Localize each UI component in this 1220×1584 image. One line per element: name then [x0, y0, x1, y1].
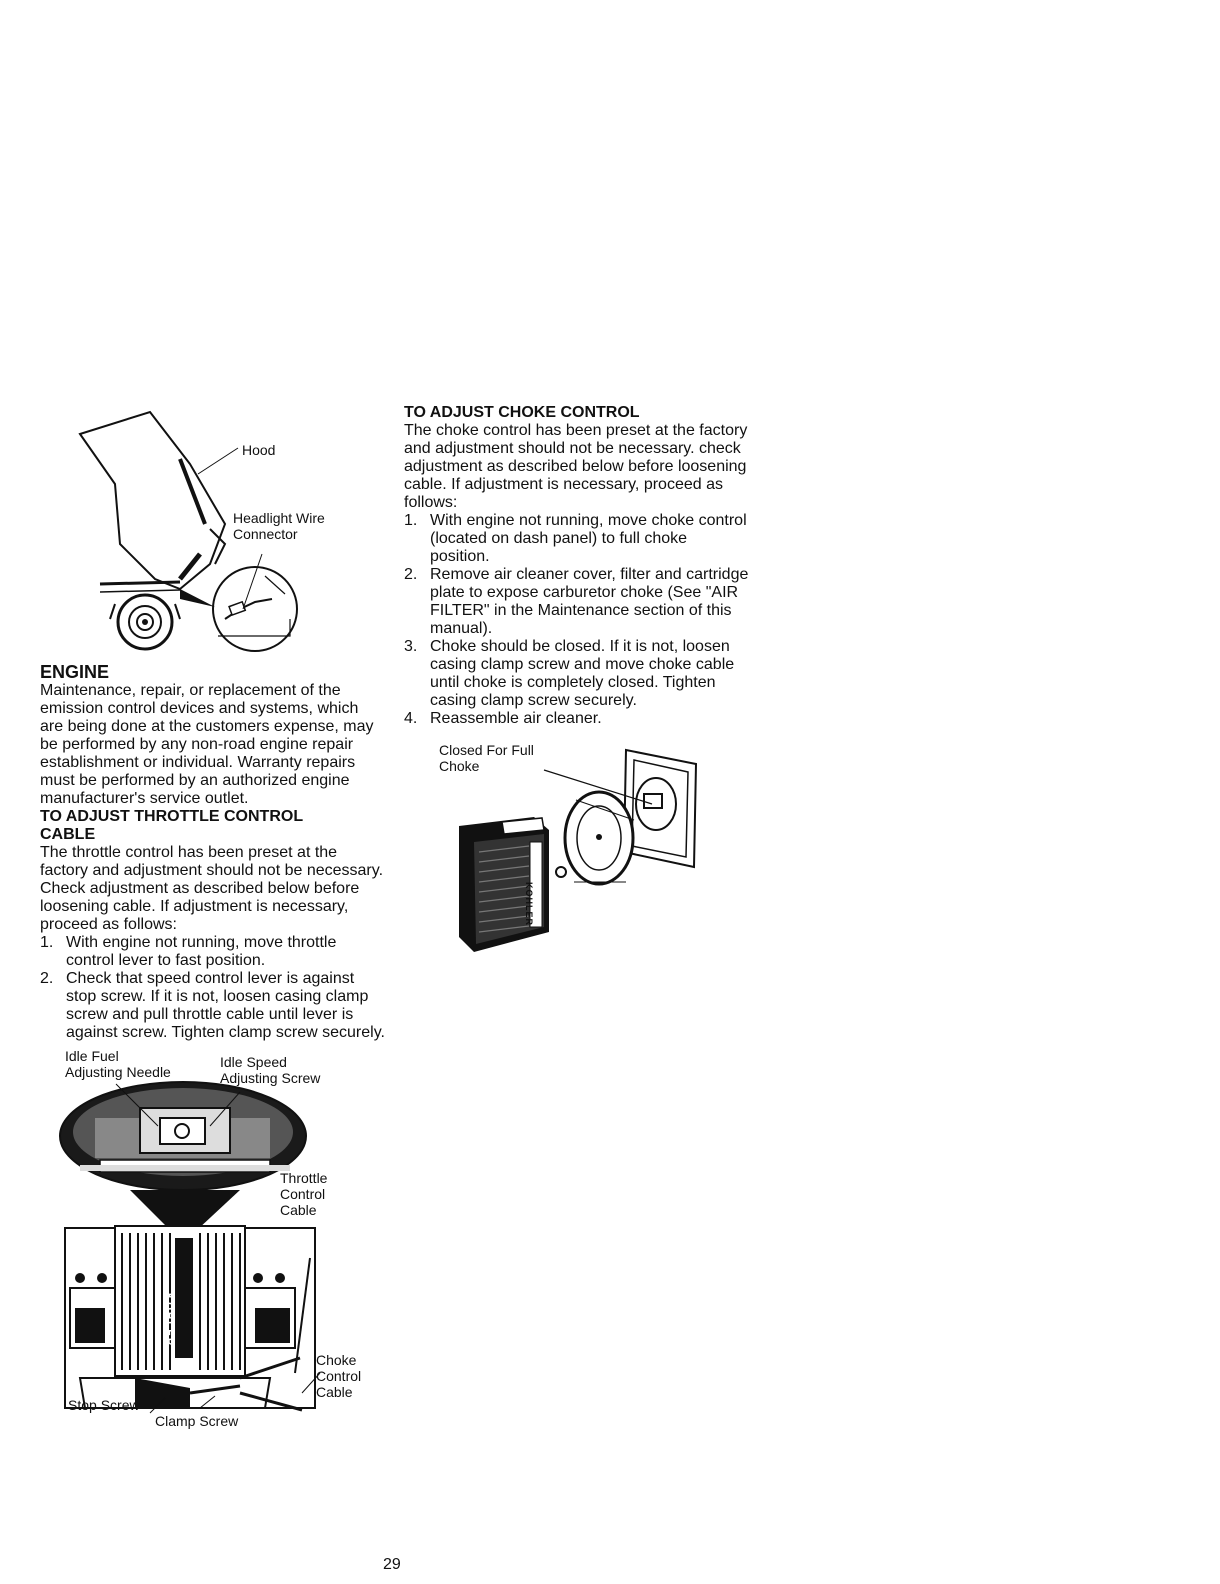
choke-steps: [404, 512, 749, 728]
step-number: 3.: [404, 638, 418, 655]
throttle-heading: TO ADJUST THROTTLE CONTROL CABLE: [40, 808, 303, 843]
step-number: 2.: [40, 970, 54, 987]
air-cleaner-figure: [404, 742, 749, 992]
throttle-cable-label: Throttle Control Cable: [280, 1170, 328, 1218]
hood-figure: [40, 404, 385, 654]
closed-for-full-choke-label: Closed For Full Choke: [439, 742, 534, 774]
choke-cable-label: Choke Control Cable: [316, 1352, 362, 1400]
list-item: [404, 710, 749, 728]
hood-illustration: [40, 404, 385, 654]
throttle-steps: [40, 934, 385, 1042]
engine-body: Maintenance, repair, or replacement of the emission control devices and systems, which are being done at the customers expense, may be performed by any non-road engine repair establishment or individual. Warranty repairs must be performed by an authorized engine manufacturer's service outlet.: [40, 682, 374, 807]
right-column: [404, 404, 749, 992]
step-text: With engine not running, move choke control (located on dash panel) to full choke position.: [430, 512, 747, 565]
list-item: [40, 934, 385, 970]
headlight-connector-label: Headlight Wire Connector: [233, 510, 325, 542]
throttle-intro: The throttle control has been preset at the factory and adjustment should not be necessary. Check adjustment as described below before loosening cable. If adjustment is necessary, proceed as follows:: [40, 844, 384, 933]
step-text: Reassemble air cleaner.: [430, 710, 602, 727]
list-item: [404, 638, 749, 710]
hood-label: Hood: [242, 442, 276, 458]
list-item: [404, 512, 749, 566]
engine-section: [40, 662, 385, 808]
clamp-screw-label: Clamp Screw: [155, 1413, 239, 1429]
list-item: [404, 566, 749, 638]
step-text: With engine not running, move throttle control lever to fast position.: [66, 934, 337, 969]
throttle-section: [40, 808, 385, 1042]
page-number: 29: [383, 1556, 401, 1573]
air-cleaner-brand-text: KOHLER: [524, 882, 534, 926]
left-column: [40, 404, 385, 1430]
idle-fuel-label: Idle Fuel Adjusting Needle: [65, 1048, 171, 1080]
step-number: 2.: [404, 566, 418, 583]
choke-intro: The choke control has been preset at the factory and adjustment should not be necessary. check adjustment as described below before loosening cable. If adjustment is necessary, proceed as follows:: [404, 422, 748, 511]
stop-screw-label: Stop Screw: [68, 1397, 140, 1413]
carburetor-figure: [40, 1048, 385, 1430]
list-item: [40, 970, 385, 1042]
step-text: Remove air cleaner cover, filter and cartridge plate to expose carburetor choke (See "AIR FILTER" in the Maintenance section of this manual).: [430, 566, 749, 637]
engine-brand-text: KOHLER: [163, 1293, 174, 1348]
idle-speed-label: Idle Speed Adjusting Screw: [220, 1054, 321, 1086]
air-cleaner-illustration: [404, 742, 749, 992]
step-text: Check that speed control lever is against stop screw. If it is not, loosen casing clamp screw and pull throttle cable until lever is against screw. Tighten clamp screw securely.: [66, 970, 385, 1041]
choke-heading: TO ADJUST CHOKE CONTROL: [404, 404, 640, 421]
engine-heading: ENGINE: [40, 662, 110, 682]
step-text: Choke should be closed. If it is not, loosen casing clamp screw and move choke cable until choke is completely closed. Tighten casing clamp screw securely.: [430, 638, 735, 709]
choke-section: [404, 404, 749, 728]
step-number: 1.: [40, 934, 54, 951]
step-number: 4.: [404, 710, 418, 727]
step-number: 1.: [404, 512, 418, 529]
